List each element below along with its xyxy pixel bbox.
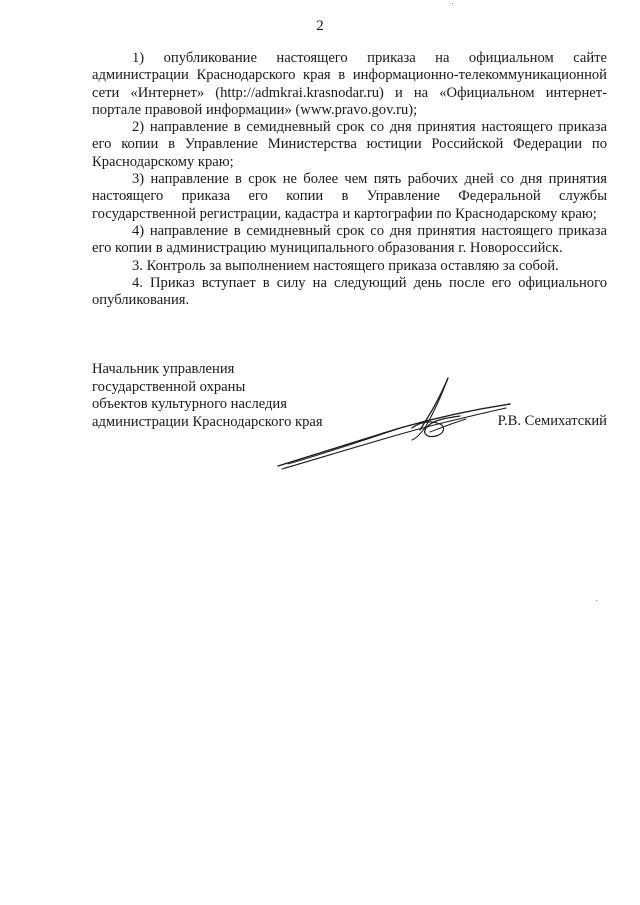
paragraph-federal-service: 3) направление в срок не более чем пять рабочих дней со дня принятия настоящего приказа его копии в Управление Федеральной службы государственной регистрации, кадастра и картографии по Краснодарскому краю; <box>92 171 607 222</box>
handwritten-signature <box>270 372 520 482</box>
page-number: 2 <box>316 18 324 34</box>
paragraph-control: 3. Контроль за выполнением настоящего приказа оставляю за собой. <box>132 257 559 274</box>
document-body <box>92 50 607 309</box>
signatory-title-line: государственной охраны <box>92 378 246 395</box>
paragraph-publication: 1) опубликование настоящего приказа на официальном сайте администрации Краснодарского края в информационно-телекоммуникационной сети «Интернет» (http://admkrai.krasnodar.ru) и на «Официальном интернет-портале правовой информации» (www.pravo.gov.ru); <box>92 50 607 118</box>
signatory-name: Р.В. Семихатский <box>497 413 607 429</box>
paragraph-ministry-justice: 2) направление в семидневный срок со дня принятия настоящего приказа его копии в Управление Министерства юстиции Российской Федерации по Краснодарскому краю; <box>92 119 607 170</box>
scan-speck <box>596 600 597 601</box>
signatory-title-line: Начальник управления <box>92 361 235 377</box>
paragraph-effective-date: 4. Приказ вступает в силу на следующий день после его официального опубликования. <box>92 274 607 309</box>
signatory-title-line: администрации Краснодарского края <box>92 413 323 430</box>
signatory-title-line: объектов культурного наследия <box>92 396 287 412</box>
scan-speck <box>452 3 453 4</box>
paragraph-municipal-admin: 4) направление в семидневный срок со дня принятия настоящего приказа его копии в администрацию муниципального образования г. Новороссийск. <box>92 222 607 257</box>
